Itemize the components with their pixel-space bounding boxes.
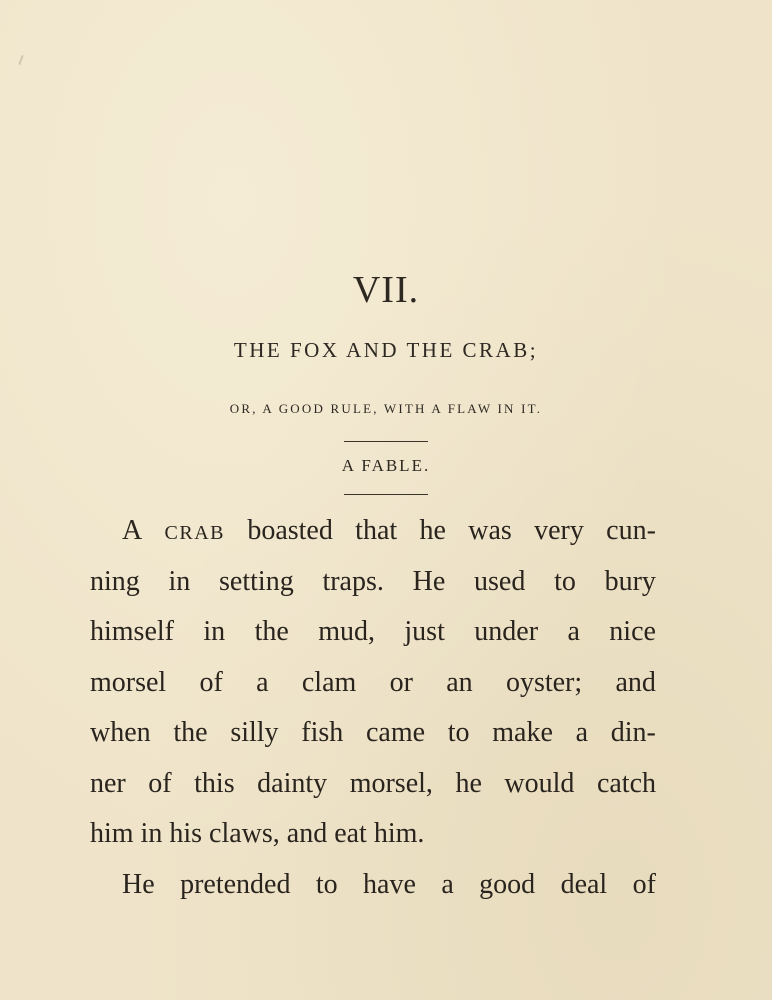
word: when <box>90 717 151 748</box>
word: ning <box>90 565 140 597</box>
word: make <box>492 717 553 748</box>
word: silly <box>230 717 279 748</box>
word: bury <box>604 565 656 597</box>
word: of <box>148 767 172 799</box>
word: dainty <box>257 767 328 799</box>
word: deal <box>560 868 608 900</box>
word: in <box>203 616 226 647</box>
word: A <box>122 515 143 546</box>
word: morsel <box>90 666 167 698</box>
word: him in his claws, and eat him. <box>90 818 425 849</box>
word: catch <box>596 767 656 799</box>
word: of <box>632 868 656 900</box>
word: he <box>455 767 482 799</box>
chapter-title: THE FOX AND THE CRAB; <box>233 338 539 362</box>
word: mud, <box>318 616 375 647</box>
word: a <box>441 868 454 900</box>
word: cun- <box>606 515 656 546</box>
text-line-1 <box>90 506 656 557</box>
word: good <box>479 868 536 900</box>
word: and <box>615 666 656 698</box>
word: or <box>389 666 413 698</box>
chapter-subtitle: OR, A GOOD RULE, WITH A FLAW IN IT. <box>229 401 543 416</box>
word: oyster; <box>505 666 583 698</box>
word: morsel, <box>349 767 433 799</box>
word: he <box>419 515 446 546</box>
word: used <box>474 565 526 597</box>
top-rule <box>344 441 428 442</box>
word: the <box>254 616 289 647</box>
fable-label: A FABLE. <box>341 456 431 475</box>
word: came <box>365 717 426 748</box>
word: boasted <box>247 515 333 546</box>
word: under <box>474 616 539 647</box>
bottom-rule <box>344 494 428 495</box>
text-line-5 <box>90 708 656 759</box>
word: to <box>554 565 576 597</box>
word: an <box>446 666 473 698</box>
word: the <box>173 717 208 748</box>
word: in <box>168 565 191 597</box>
word: setting <box>219 565 294 597</box>
word: traps. <box>322 565 384 597</box>
word: a <box>256 666 269 698</box>
word: just <box>404 616 445 647</box>
word: himself <box>90 616 174 647</box>
chapter-number: VII. <box>352 269 420 311</box>
word: would <box>504 767 575 799</box>
text-line-4 <box>90 658 656 709</box>
word: pretended <box>180 868 291 900</box>
word: have <box>363 868 416 900</box>
body-text <box>90 506 656 910</box>
word: very <box>534 515 584 546</box>
text-line-7 <box>90 809 656 860</box>
text-line-3 <box>90 607 656 658</box>
word-smallcaps: crab <box>164 515 226 546</box>
page-speck <box>18 55 23 65</box>
word: din- <box>610 717 656 748</box>
word: a <box>567 616 580 647</box>
word: He <box>122 868 155 900</box>
word: to <box>447 717 470 748</box>
word: that <box>355 515 398 546</box>
text-line-2 <box>90 557 656 608</box>
word: was <box>468 515 512 546</box>
word: this <box>194 767 235 799</box>
text-line-8 <box>90 860 656 911</box>
word: ner <box>90 767 126 799</box>
word: fish <box>301 717 344 748</box>
word: nice <box>609 616 656 647</box>
word: clam <box>301 666 357 698</box>
text-line-6 <box>90 759 656 810</box>
word: He <box>412 565 446 597</box>
word: to <box>315 868 338 900</box>
word: a <box>575 717 589 748</box>
word: of <box>199 666 223 698</box>
